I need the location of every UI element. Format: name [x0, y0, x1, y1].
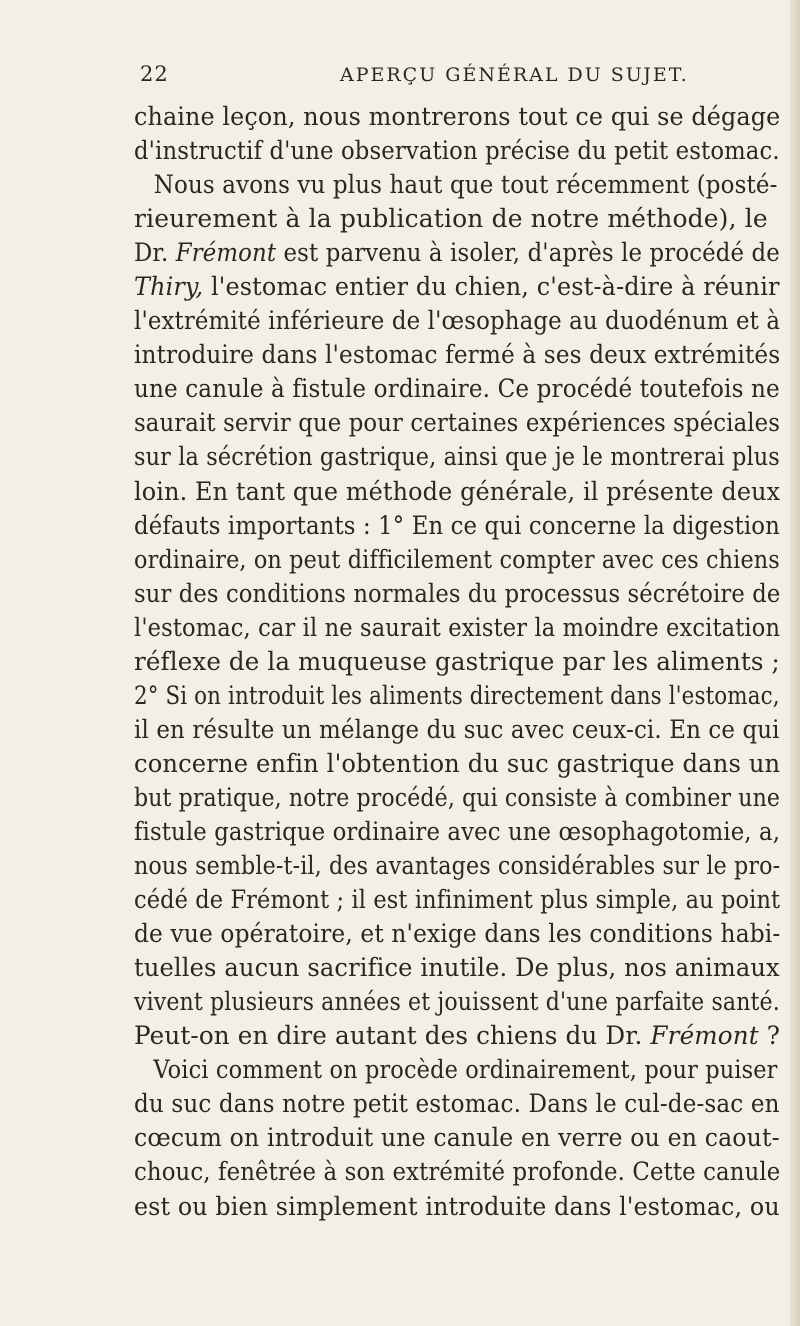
text-line — [134, 611, 781, 645]
running-title: APERÇU GÉNÉRAL DU SUJET. — [340, 64, 689, 86]
text-segment: l'estomac entier du chien, c'est-à-dire à réunir — [203, 272, 780, 303]
text-segment: loin. En tant que méthode générale, il présente deux — [134, 476, 781, 507]
text-segment: Dr. — [134, 238, 176, 269]
text-segment: il en résulte un mélange du suc avec ceux-ci. En ce qui — [134, 714, 780, 745]
text-segment: ordinaire, on peut difficilement compter avec ces chiens — [134, 544, 780, 575]
text-segment: saurait servir que pour certaines expériences spéciales — [134, 408, 781, 439]
text-line — [134, 134, 780, 168]
text-line — [134, 781, 781, 815]
text-segment: l'extrémité inférieure de l'œsophage au duodénum et à — [134, 306, 781, 337]
text-line — [134, 406, 781, 440]
text-segment: Voici comment on procède ordinairement, pour puiser — [153, 1055, 778, 1086]
text-line — [134, 236, 780, 270]
text-line — [134, 509, 780, 543]
text-line — [134, 270, 780, 304]
text-segment: nous semble-t-il, des avantages considérables sur le pro- — [134, 851, 781, 882]
text-line — [134, 645, 780, 679]
text-line — [134, 168, 778, 202]
text-line — [134, 543, 780, 577]
text-line — [134, 100, 781, 134]
text-segment: concerne enfin l'obtention du suc gastrique dans un — [134, 748, 781, 779]
text-segment: cédé de Frémont ; il est infiniment plus simple, au point — [134, 885, 781, 916]
text-line — [134, 338, 781, 372]
text-line — [134, 951, 780, 985]
text-segment: Nous avons vu plus haut que tout récemment (posté- — [153, 170, 778, 201]
text-line — [134, 883, 781, 917]
text-line — [134, 440, 780, 474]
text-line — [134, 202, 780, 236]
text-segment: 2° Si on introduit les aliments directement dans l'estomac, — [134, 680, 780, 711]
italic-name: Frémont — [650, 1021, 759, 1052]
text-segment: but pratique, notre procédé, qui consiste à combiner une — [134, 782, 781, 813]
text-line — [134, 372, 780, 406]
text-segment: rieurement à la publication de notre méthode), le — [134, 204, 768, 235]
text-segment: vivent plusieurs années et jouissent d'une parfaite santé. — [134, 987, 780, 1018]
text-segment: chouc, fenêtrée à son extrémité profonde. Cette canule — [134, 1157, 781, 1188]
text-segment: Peut-on en dire autant des chiens du Dr. — [134, 1021, 651, 1052]
text-segment: défauts importants : 1° En ce qui concerne la digestion — [134, 510, 780, 541]
page-number: 22 — [140, 62, 169, 86]
text-segment: fistule gastrique ordinaire avec une œsophagotomie, a, — [134, 816, 781, 847]
text-line — [134, 1087, 780, 1121]
text-segment: du suc dans notre petit estomac. Dans le cul-de-sac en — [134, 1089, 780, 1120]
text-line — [134, 1053, 778, 1087]
text-line — [134, 679, 780, 713]
text-segment: ? — [758, 1021, 781, 1052]
text-line — [134, 985, 780, 1019]
text-line — [134, 713, 780, 747]
text-segment: une canule à fistule ordinaire. Ce procédé toutefois ne — [134, 374, 780, 405]
text-segment: de vue opératoire, et n'exige dans les conditions habi- — [134, 919, 781, 950]
text-segment: tuelles aucun sacrifice inutile. De plus, nos animaux — [134, 953, 780, 984]
body-text — [134, 100, 794, 1224]
text-line — [134, 304, 781, 338]
text-line — [134, 1019, 781, 1053]
text-line — [134, 747, 781, 781]
page-header — [140, 62, 780, 92]
text-line — [134, 815, 781, 849]
text-segment: l'estomac, car il ne saurait exister la moindre excitation — [134, 612, 781, 643]
text-segment: cœcum on introduit une canule en verre ou en caout- — [134, 1123, 780, 1154]
italic-name: Frémont — [175, 238, 277, 269]
text-line — [134, 577, 781, 611]
text-line — [134, 917, 781, 951]
text-line — [134, 475, 781, 509]
text-segment: réflexe de la muqueuse gastrique par les aliments ; — [134, 646, 780, 677]
text-line — [134, 1121, 780, 1155]
text-segment: d'instructif d'une observation précise du petit estomac. — [134, 136, 780, 167]
text-segment: sur la sécrétion gastrique, ainsi que je le montrerai plus — [134, 442, 780, 473]
text-segment: sur des conditions normales du processus sécrétoire de — [134, 578, 781, 609]
text-segment: est ou bien simplement introduite dans l'estomac, ou — [134, 1191, 780, 1222]
text-segment: est parvenu à isoler, d'après le procédé de — [276, 238, 780, 269]
text-line — [134, 1190, 780, 1224]
text-line — [134, 849, 781, 883]
text-line — [134, 1155, 781, 1189]
text-segment: introduire dans l'estomac fermé à ses deux extrémités — [134, 340, 781, 371]
text-segment: chaine leçon, nous montrerons tout ce qui se dégage — [134, 102, 781, 132]
italic-name: Thiry, — [134, 272, 204, 303]
